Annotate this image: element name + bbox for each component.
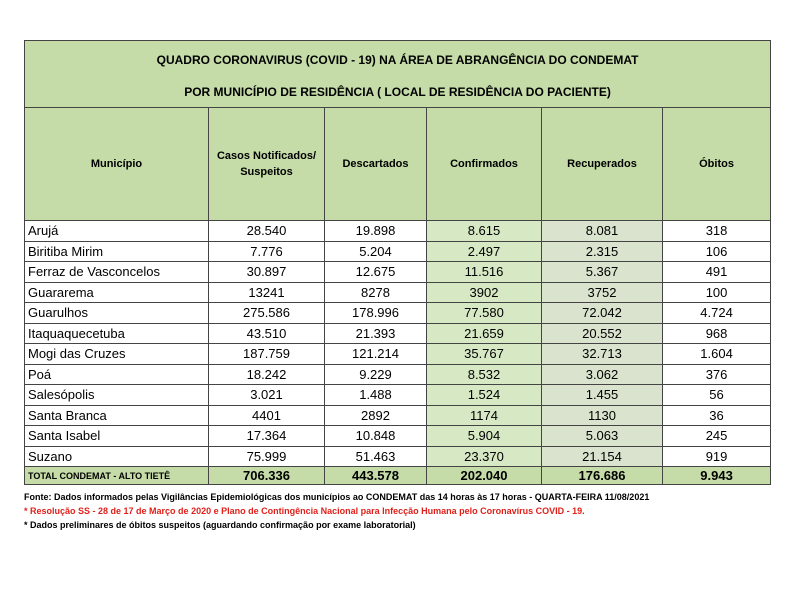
cell-value: 8.532 xyxy=(427,364,542,385)
table-title xyxy=(25,41,771,108)
cell-value: 35.767 xyxy=(427,344,542,365)
cell-value: 5.063 xyxy=(542,426,663,447)
cell-municipio: Poá xyxy=(25,364,209,385)
table-row xyxy=(25,385,771,406)
table-row xyxy=(25,344,771,365)
cell-value: 5.367 xyxy=(542,262,663,283)
covid-table xyxy=(24,40,771,485)
cell-value: 2.315 xyxy=(542,241,663,262)
cell-value: 318 xyxy=(663,221,771,242)
cell-value: 8278 xyxy=(325,282,427,303)
total-value: 176.686 xyxy=(542,467,663,485)
header-confirmados: Confirmados xyxy=(427,108,542,221)
cell-value: 5.904 xyxy=(427,426,542,447)
cell-value: 21.393 xyxy=(325,323,427,344)
cell-value: 32.713 xyxy=(542,344,663,365)
cell-value: 30.897 xyxy=(209,262,325,283)
cell-value: 21.659 xyxy=(427,323,542,344)
cell-value: 100 xyxy=(663,282,771,303)
cell-value: 376 xyxy=(663,364,771,385)
cell-value: 10.848 xyxy=(325,426,427,447)
cell-value: 28.540 xyxy=(209,221,325,242)
cell-value: 8.615 xyxy=(427,221,542,242)
table-row xyxy=(25,241,771,262)
cell-value: 178.996 xyxy=(325,303,427,324)
cell-value: 275.586 xyxy=(209,303,325,324)
cell-value: 3.021 xyxy=(209,385,325,406)
cell-value: 13241 xyxy=(209,282,325,303)
cell-value: 245 xyxy=(663,426,771,447)
total-label: TOTAL CONDEMAT - ALTO TIETÊ xyxy=(25,467,209,485)
cell-value: 7.776 xyxy=(209,241,325,262)
cell-value: 8.081 xyxy=(542,221,663,242)
cell-municipio: Santa Isabel xyxy=(25,426,209,447)
header-descartados: Descartados xyxy=(325,108,427,221)
source-note: Fonte: Dados informados pelas Vigilâncias Epidemiológicas dos municípios ao CONDEMAT das 14 horas às 17 horas - QUARTA-FEIRA 11/08/2021 xyxy=(24,492,650,502)
cell-value: 919 xyxy=(663,446,771,467)
cell-value: 11.516 xyxy=(427,262,542,283)
cell-value: 18.242 xyxy=(209,364,325,385)
cell-value: 23.370 xyxy=(427,446,542,467)
table-row xyxy=(25,323,771,344)
table-row xyxy=(25,426,771,447)
cell-value: 12.675 xyxy=(325,262,427,283)
table-row xyxy=(25,262,771,283)
cell-value: 121.214 xyxy=(325,344,427,365)
cell-value: 21.154 xyxy=(542,446,663,467)
table-row xyxy=(25,221,771,242)
header-casos-notificados: Casos Notificados/ Suspeitos xyxy=(209,108,325,221)
total-value: 202.040 xyxy=(427,467,542,485)
cell-value: 9.229 xyxy=(325,364,427,385)
cell-value: 43.510 xyxy=(209,323,325,344)
title-line-1: QUADRO CORONAVIRUS (COVID - 19) NA ÁREA DE ABRANGÊNCIA DO CONDEMAT xyxy=(156,52,639,67)
covid-table-sheet xyxy=(24,40,770,532)
cell-municipio: Santa Branca xyxy=(25,405,209,426)
cell-value: 5.204 xyxy=(325,241,427,262)
header-recuperados: Recuperados xyxy=(542,108,663,221)
cell-value: 2892 xyxy=(325,405,427,426)
cell-value: 77.580 xyxy=(427,303,542,324)
cell-value: 187.759 xyxy=(209,344,325,365)
cell-value: 3902 xyxy=(427,282,542,303)
preliminary-note: * Dados preliminares de óbitos suspeitos (aguardando confirmação por exame laboratorial) xyxy=(24,520,416,530)
cell-municipio: Guarulhos xyxy=(25,303,209,324)
table-row xyxy=(25,446,771,467)
cell-municipio: Arujá xyxy=(25,221,209,242)
total-value: 443.578 xyxy=(325,467,427,485)
cell-value: 51.463 xyxy=(325,446,427,467)
cell-value: 20.552 xyxy=(542,323,663,344)
cell-value: 491 xyxy=(663,262,771,283)
resolution-note: * Resolução SS - 28 de 17 de Março de 2020 e Plano de Contingência Nacional para Infecção Humana pelo Coronavírus COVID - 19. xyxy=(24,506,585,516)
cell-value: 1.455 xyxy=(542,385,663,406)
table-row xyxy=(25,282,771,303)
cell-value: 56 xyxy=(663,385,771,406)
cell-municipio: Biritiba Mirim xyxy=(25,241,209,262)
cell-value: 4.724 xyxy=(663,303,771,324)
cell-value: 106 xyxy=(663,241,771,262)
cell-municipio: Guararema xyxy=(25,282,209,303)
cell-value: 3.062 xyxy=(542,364,663,385)
cell-value: 3752 xyxy=(542,282,663,303)
cell-value: 1.488 xyxy=(325,385,427,406)
total-value: 9.943 xyxy=(663,467,771,485)
table-row xyxy=(25,405,771,426)
cell-value: 72.042 xyxy=(542,303,663,324)
cell-value: 968 xyxy=(663,323,771,344)
total-value: 706.336 xyxy=(209,467,325,485)
cell-value: 2.497 xyxy=(427,241,542,262)
cell-value: 36 xyxy=(663,405,771,426)
cell-value: 19.898 xyxy=(325,221,427,242)
cell-value: 1.604 xyxy=(663,344,771,365)
header-row xyxy=(25,108,771,221)
header-obitos: Óbitos xyxy=(663,108,771,221)
cell-value: 1174 xyxy=(427,405,542,426)
footnotes xyxy=(24,490,770,532)
cell-municipio: Salesópolis xyxy=(25,385,209,406)
title-line-2: POR MUNICÍPIO DE RESIDÊNCIA ( LOCAL DE RESIDÊNCIA DO PACIENTE) xyxy=(184,84,611,99)
cell-value: 4401 xyxy=(209,405,325,426)
cell-municipio: Ferraz de Vasconcelos xyxy=(25,262,209,283)
cell-value: 1.524 xyxy=(427,385,542,406)
cell-municipio: Suzano xyxy=(25,446,209,467)
total-row xyxy=(25,467,771,485)
cell-municipio: Itaquaquecetuba xyxy=(25,323,209,344)
table-row xyxy=(25,364,771,385)
cell-municipio: Mogi das Cruzes xyxy=(25,344,209,365)
table-row xyxy=(25,303,771,324)
cell-value: 17.364 xyxy=(209,426,325,447)
cell-value: 1130 xyxy=(542,405,663,426)
header-municipio: Município xyxy=(25,108,209,221)
cell-value: 75.999 xyxy=(209,446,325,467)
